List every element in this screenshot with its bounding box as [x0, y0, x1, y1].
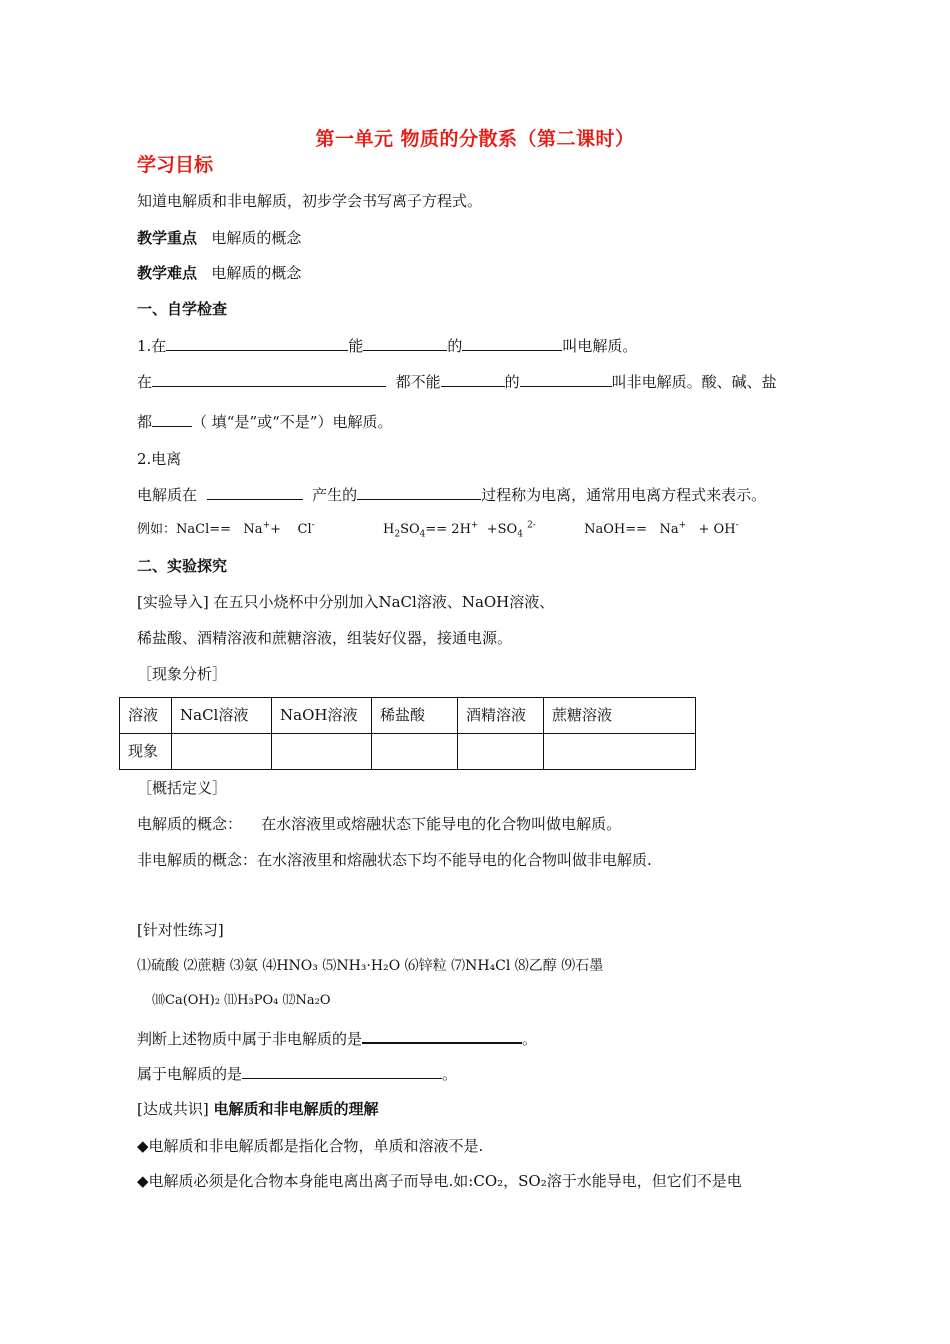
answer-blank[interactable] — [166, 336, 348, 351]
consensus-bullet-1: ◆电解质和非电解质都是指化合物，单质和溶液不是. — [137, 1137, 484, 1155]
practice-question-non-electrolyte: 判断上述物质中属于非电解质的是 。 — [137, 1030, 538, 1048]
table-header-cell: 溶液 — [120, 698, 172, 734]
consensus-heading: 电解质和非电解质的理解 — [213, 1100, 379, 1118]
table-header-cell: 酒精溶液 — [458, 698, 544, 734]
answer-blank[interactable] — [520, 372, 612, 387]
table-cell[interactable] — [172, 734, 272, 770]
summary-label: ［概括定义］ — [137, 779, 228, 797]
focus-label: 教学重点 — [137, 229, 198, 247]
practice-label: [针对性练习] — [137, 921, 224, 939]
definition-electrolyte: 电解质的概念： 在水溶液里或熔融状态下能导电的化合物叫做电解质。 — [137, 815, 622, 833]
question-1-line-1: 1.在 能 的 叫电解质。 — [137, 337, 638, 355]
experiment-intro-2: 稀盐酸、酒精溶液和蔗糖溶液，组装好仪器，接通电源。 — [137, 629, 513, 647]
answer-blank[interactable] — [242, 1064, 442, 1079]
answer-blank[interactable] — [462, 336, 562, 351]
analysis-label: ［现象分析］ — [137, 665, 228, 683]
objective-text: 知道电解质和非电解质，初步学会书写离子方程式。 — [137, 192, 483, 210]
answer-blank[interactable] — [363, 336, 447, 351]
teaching-difficulty — [137, 263, 301, 283]
difficulty-text: 电解质的概念 — [211, 264, 302, 282]
answer-blank[interactable] — [207, 485, 303, 500]
practice-substances-1: ⑴硫酸 ⑵蔗糖 ⑶氨 ⑷HNO₃ ⑸NH₃·H₂O ⑹锌粒 ⑺NH₄Cl ⑻乙醇 ⑼石墨 — [137, 958, 604, 974]
answer-blank[interactable] — [362, 1028, 522, 1044]
consensus-line: [达成共识] 电解质和非电解质的理解 — [137, 1100, 379, 1118]
practice-question-electrolyte: 属于电解质的是 。 — [137, 1065, 458, 1083]
objectives-heading: 学习目标 — [137, 154, 214, 176]
focus-text: 电解质的概念 — [211, 229, 302, 247]
table-row-label: 现象 — [120, 734, 172, 770]
table-cell[interactable] — [544, 734, 696, 770]
practice-substances-2: ⑽Ca(OH)₂ ⑾H₃PO₄ ⑿Na₂O — [152, 993, 331, 1008]
difficulty-label: 教学难点 — [137, 264, 198, 282]
experiment-intro-1: [实验导入] 在五只小烧杯中分别加入NaCl溶液、NaOH溶液、 — [137, 593, 555, 611]
table-header-cell: 稀盐酸 — [372, 698, 458, 734]
table-cell[interactable] — [372, 734, 458, 770]
table-header-cell: 蔗糖溶液 — [544, 698, 696, 734]
table-cell[interactable] — [272, 734, 372, 770]
table-cell[interactable] — [458, 734, 544, 770]
question-2-line: 电解质在 产生的 过程称为电离，通常用电离方程式来表示。 — [137, 486, 767, 504]
table-row — [120, 734, 696, 770]
page-title: 第一单元 物质的分散系（第二课时） — [315, 128, 635, 150]
ionization-examples: 例如：NaCl== Na++ Cl- $H_2SO_4== 2H^+ +SO_4$ $^{2-}$ NaOH== Na+ + OH- — [137, 520, 739, 540]
question-1-line-3: 都 （ 填“是”或“不是”）电解质。 — [137, 413, 393, 431]
consensus-bullet-2: ◆电解质必须是化合物本身能电离出离子而导电.如:CO₂，SO₂溶于水能导电，但它们不是电 — [137, 1172, 742, 1190]
answer-blank[interactable] — [152, 412, 192, 427]
table-header-row — [120, 698, 696, 734]
phenomenon-table — [119, 697, 696, 770]
table-header-cell: NaOH溶液 — [272, 698, 372, 734]
answer-blank[interactable] — [357, 485, 481, 500]
answer-blank[interactable] — [152, 372, 386, 387]
question-2-heading: 2.电离 — [137, 450, 182, 468]
question-1-line-2: 在 都不能 的 叫非电解质。酸、碱、盐 — [137, 373, 777, 391]
section1-heading: 一、自学检查 — [137, 300, 228, 318]
section2-heading: 二、实验探究 — [137, 557, 228, 575]
definition-non-electrolyte: 非电解质的概念：在水溶液里和熔融状态下均不能导电的化合物叫做非电解质. — [137, 851, 652, 869]
table-header-cell: NaCl溶液 — [172, 698, 272, 734]
answer-blank[interactable] — [441, 372, 505, 387]
teaching-focus — [137, 228, 301, 248]
